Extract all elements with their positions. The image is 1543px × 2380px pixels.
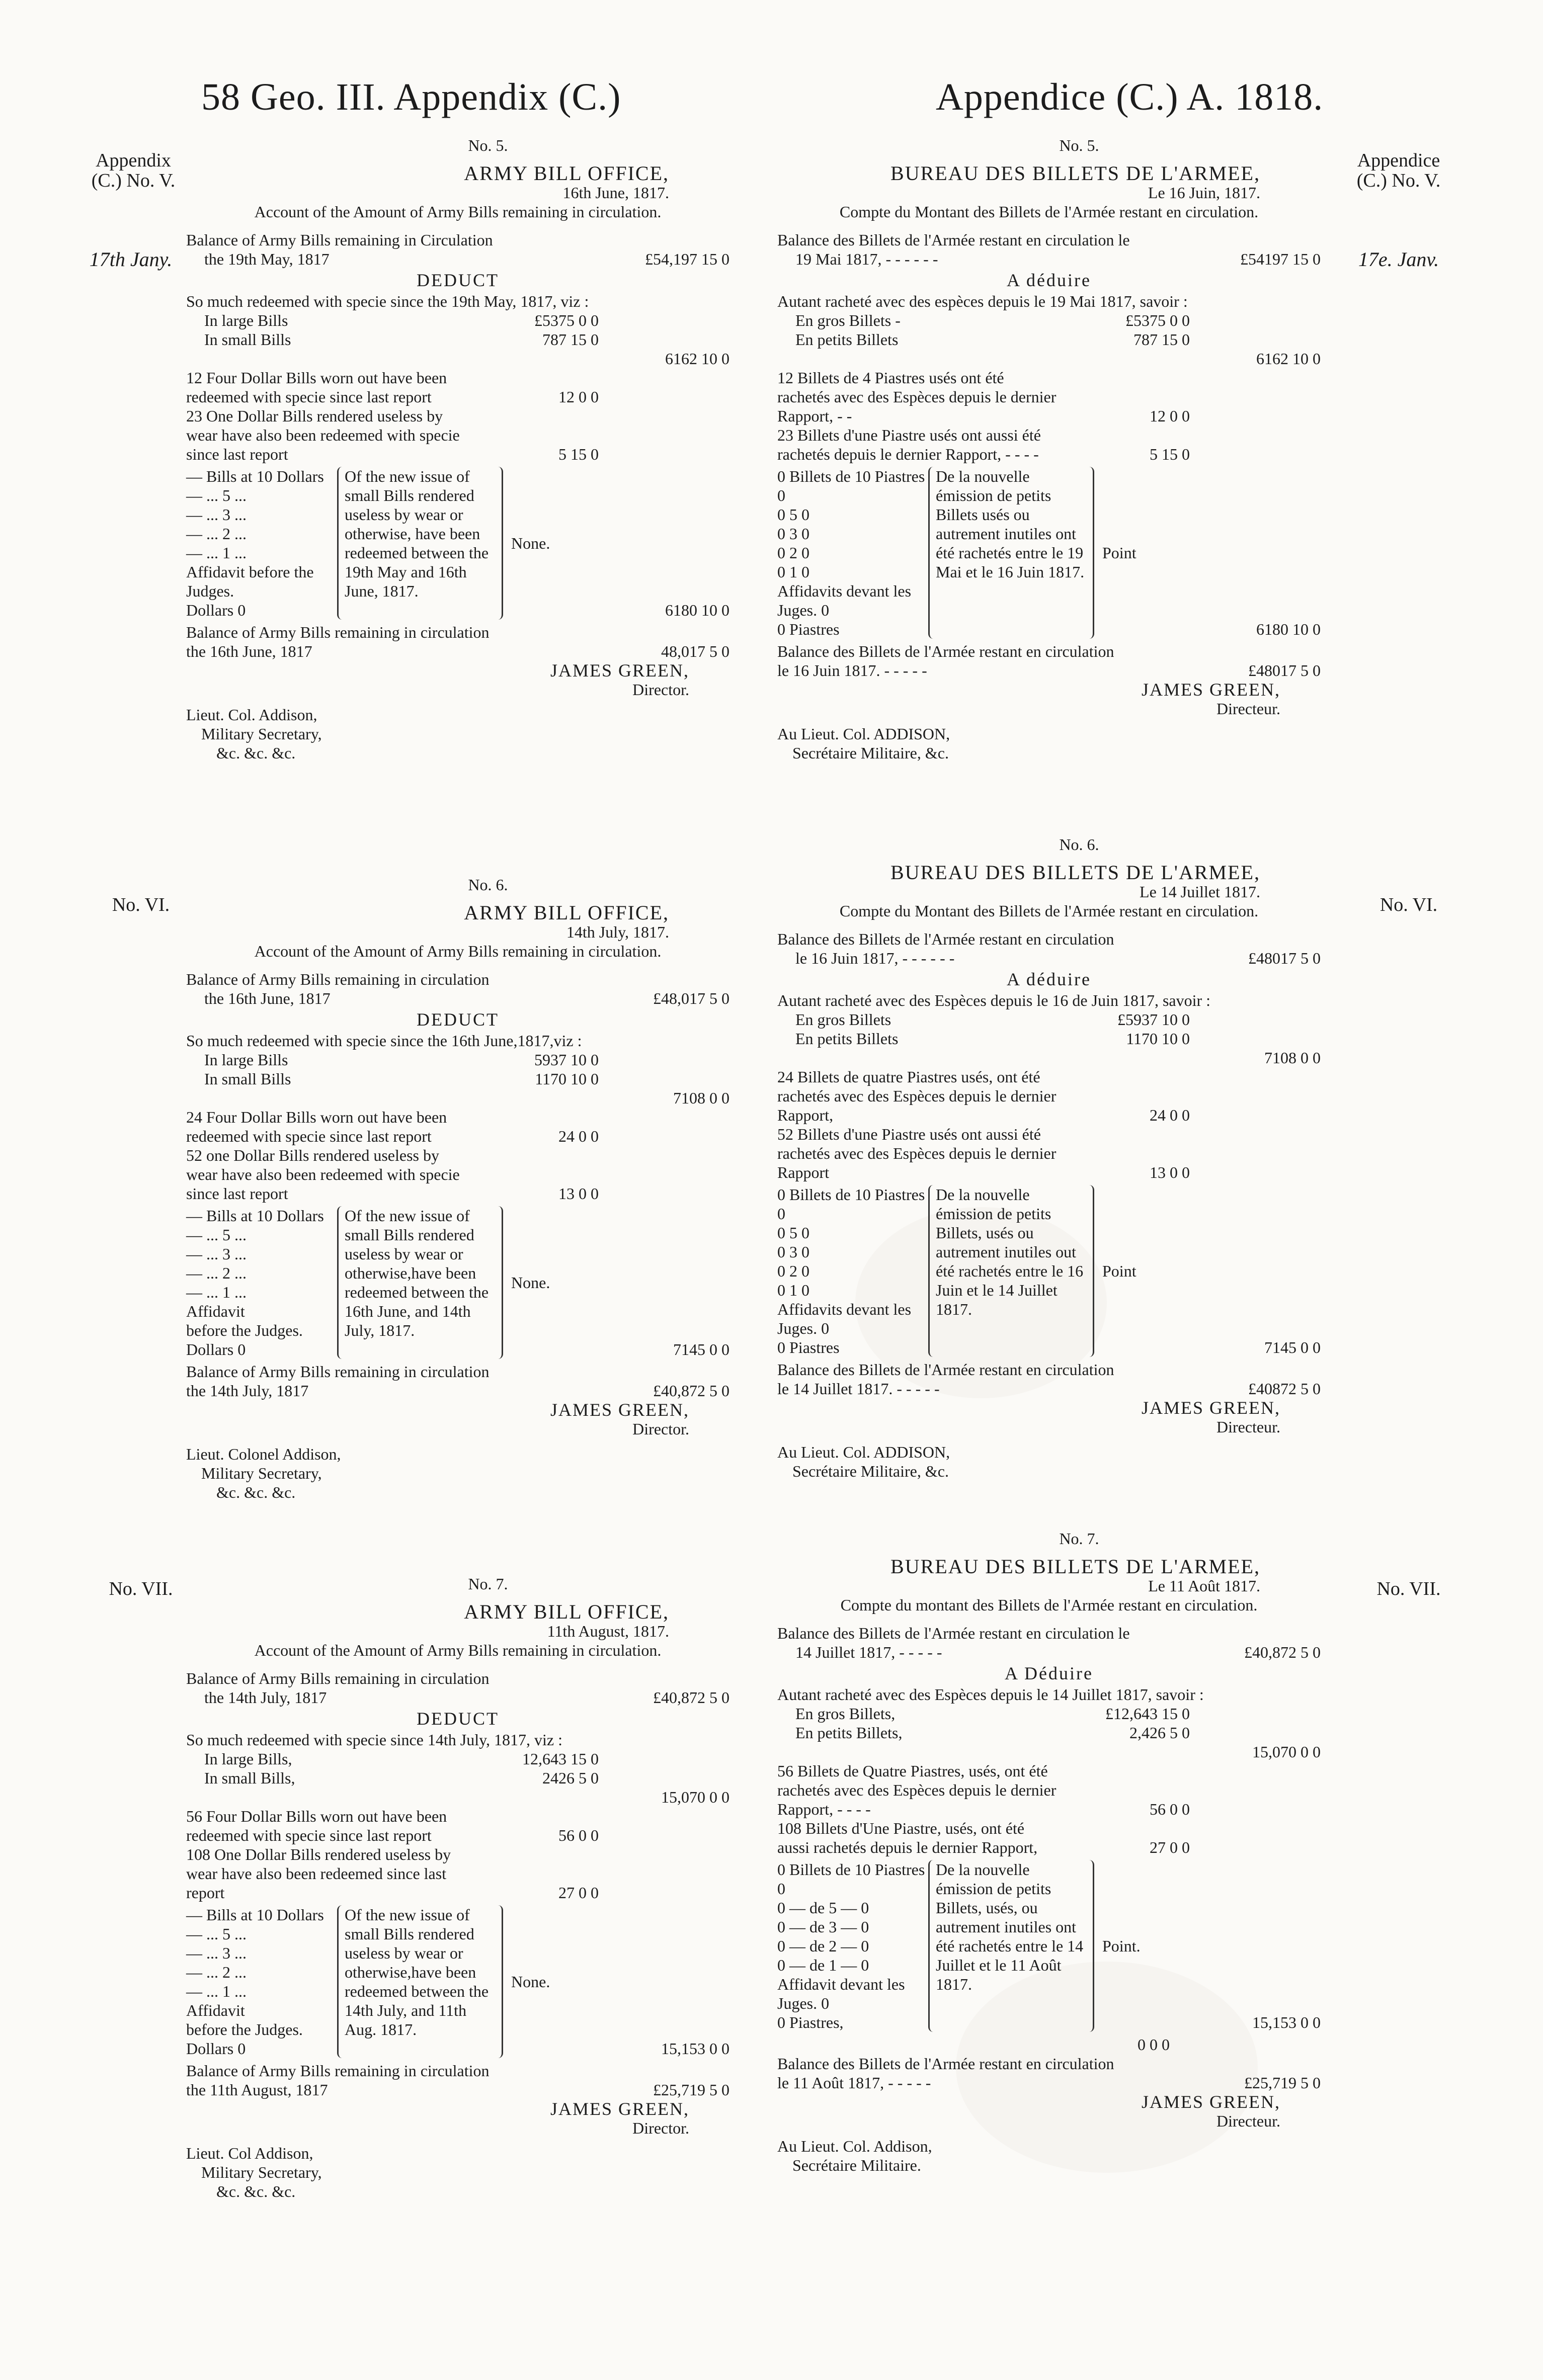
redeemed-text: So much redeemed with specie since the 19th May, 1817, viz : xyxy=(186,292,589,310)
four-dollar-row xyxy=(186,1108,729,1146)
small-bills-row xyxy=(777,330,1321,349)
small-bills-amount: 787 15 0 xyxy=(542,330,599,349)
total-amount: 6180 10 0 xyxy=(1256,620,1321,638)
account-no5-en xyxy=(186,136,729,762)
subtotal-amount: 6162 10 0 xyxy=(665,350,729,368)
addressee-line: Lieut. Col Addison, xyxy=(186,2144,313,2162)
account-title: Compte du Montant des Billets de l'Armée restant en circulation. xyxy=(839,902,1259,920)
balance-row xyxy=(186,989,729,1008)
account-title: Account of the Amount of Army Bills remaining in circulation. xyxy=(254,203,662,221)
balance-amount: £54197 15 0 xyxy=(1240,250,1321,268)
total-amount: 7145 0 0 xyxy=(673,1340,729,1358)
bills-note: Of the new issue of small Bills rendered useless by wear or otherwise,have been redeemed between the 16th June, and 14th July, 1817. xyxy=(337,1206,503,1359)
small-bills-label: En petits Billets xyxy=(795,330,899,349)
four-dollar-text: 56 Billets de Quatre Piastres, usés, ont été rachetés avec des Espèces depuis le dernier Rapport, - - - - xyxy=(777,1762,1057,1818)
bills-result: None. xyxy=(511,1973,550,1991)
small-bills-amount: 1170 10 0 xyxy=(1126,1030,1190,1048)
bills-list-item: 0 Billets de 10 Piastres 0 xyxy=(777,1860,925,1898)
subtotal-row xyxy=(186,349,729,368)
large-bills-label: En gros Billets - xyxy=(795,311,901,329)
balance-date: the 19th May, 1817 xyxy=(204,250,330,268)
small-bills-label: En petits Billets, xyxy=(795,1724,903,1742)
account-no7-fr xyxy=(777,1529,1321,2175)
bills-list-item: 0 — de 2 — 0 xyxy=(777,1937,869,1955)
bills-list-item: — ... 1 ... xyxy=(186,1982,247,2000)
small-bills-row xyxy=(777,1029,1321,1048)
section-number: No. 6. xyxy=(468,876,508,894)
subtotal-amount: 15,070 0 0 xyxy=(661,1788,729,1806)
account-title: Account of the Amount of Army Bills remaining in circulation. xyxy=(254,1641,662,1659)
addressee-block xyxy=(186,705,729,762)
bills-zero-total: 0 0 0 xyxy=(1138,2035,1170,2054)
remaining-label: Balance of Army Bills remaining in circulation xyxy=(186,623,490,641)
signature-title: Director. xyxy=(632,681,689,699)
section-date: Le 16 Juin, 1817. xyxy=(1148,184,1260,202)
total-amount: 7145 0 0 xyxy=(1264,1338,1321,1356)
signature-name: JAMES GREEN, xyxy=(550,2099,689,2119)
deduct-heading: DEDUCT xyxy=(417,270,499,290)
section-date: 11th August, 1817. xyxy=(547,1622,669,1640)
bills-list-item: — ... 3 ... xyxy=(186,505,247,524)
four-dollar-amount: 56 0 0 xyxy=(558,1826,599,1844)
bills-list-item: 0 — de 1 — 0 xyxy=(777,1956,869,1974)
bills-list-item: 0 Piastres xyxy=(777,620,840,638)
one-dollar-text: 52 one Dollar Bills rendered useless by wear have also been redeemed with specie since last report xyxy=(186,1146,460,1203)
office-heading: BUREAU DES BILLETS DE L'ARMEE, xyxy=(890,861,1260,884)
bills-list-item: 0 3 0 xyxy=(777,1243,809,1261)
small-bills-label: En petits Billets xyxy=(795,1030,899,1048)
one-dollar-row xyxy=(777,1819,1321,1857)
one-dollar-text: 52 Billets d'une Piastre usés ont aussi été rachetés avec des Espèces depuis le dernier Rapport xyxy=(777,1125,1057,1181)
account-no7-en xyxy=(186,1574,729,2201)
remaining-amount: £25,719 5 0 xyxy=(653,2081,729,2099)
four-dollar-row xyxy=(777,1067,1321,1125)
bills-list-item: — ... 5 ... xyxy=(186,1925,247,1943)
total-amount: 6180 10 0 xyxy=(665,601,729,619)
deduct-heading: A déduire xyxy=(1007,270,1091,290)
subtotal-row xyxy=(777,1742,1321,1761)
small-bills-row xyxy=(186,330,729,349)
bills-list-item: 0 Piastres, xyxy=(777,2013,844,2031)
balance-row xyxy=(777,949,1321,968)
signature-name: JAMES GREEN, xyxy=(550,1400,689,1420)
section-date: 16th June, 1817. xyxy=(562,184,669,202)
balance-amount: £40,872 5 0 xyxy=(653,1688,729,1707)
small-bills-amount: 1170 10 0 xyxy=(535,1070,599,1088)
section-number: No. 5. xyxy=(468,136,508,154)
addressee-block xyxy=(777,1442,1321,1481)
deduct-heading: DEDUCT xyxy=(417,1709,499,1729)
remaining-amount: 48,017 5 0 xyxy=(661,642,729,660)
bills-list-item: 0 5 0 xyxy=(777,1224,809,1242)
balance-date: the 14th July, 1817 xyxy=(204,1688,327,1707)
signature-title: Directeur. xyxy=(1216,2112,1280,2130)
bills-list-item: 0 1 0 xyxy=(777,1281,809,1299)
addressee-block xyxy=(777,724,1321,762)
section-number: No. 7. xyxy=(468,1575,508,1593)
remaining-date: the 14th July, 1817 xyxy=(186,1382,309,1400)
balance-row xyxy=(777,1643,1321,1662)
four-dollar-text: 12 Billets de 4 Piastres usés ont été rachetés avec des Espèces depuis le dernier Rapport, - - xyxy=(777,369,1057,425)
large-bills-label: In large Bills xyxy=(204,1051,288,1069)
large-bills-row xyxy=(186,311,729,330)
addressee-line: &c. &c. &c. xyxy=(216,1483,296,1501)
balance-amount: £40,872 5 0 xyxy=(1244,1643,1321,1661)
one-dollar-amount: 13 0 0 xyxy=(558,1184,599,1203)
margin-appendix-left: Appendix (C.) No. V. xyxy=(91,150,176,191)
section-number: No. 5. xyxy=(1059,136,1099,154)
small-bills-amount: 2,426 5 0 xyxy=(1129,1724,1190,1742)
bills-list xyxy=(777,1185,928,1357)
bills-list-item: 0 Billets de 10 Piastres 0 xyxy=(777,1185,925,1223)
redeemed-text: So much redeemed with specie since the 16th June,1817,viz : xyxy=(186,1032,582,1050)
remaining-label: Balance of Army Bills remaining in circulation xyxy=(186,2062,490,2080)
account-no5-fr xyxy=(777,136,1321,762)
four-dollar-text: 56 Four Dollar Bills worn out have been redeemed with specie since last report xyxy=(186,1807,447,1844)
bills-result: None. xyxy=(511,1273,550,1292)
addressee-block xyxy=(777,2137,1321,2175)
remaining-date: le 14 Juillet 1817. - - - - - xyxy=(777,1380,940,1398)
small-bills-label: In small Bills, xyxy=(204,1769,295,1787)
margin-no7-left: No. VII. xyxy=(109,1578,173,1599)
bills-list-item: Affidavit xyxy=(186,2001,245,2019)
bills-list-item: Affidavit before the xyxy=(186,563,314,581)
bills-list-item: — ... 5 ... xyxy=(186,486,247,504)
bills-note: De la nouvelle émission de petits Billets usés ou autrement inutiles ont été rachetés entre le 19 Mai et le 16 Juin 1817. xyxy=(928,467,1094,639)
bills-result: Point xyxy=(1102,544,1136,562)
one-dollar-amount: 27 0 0 xyxy=(1150,1838,1190,1856)
balance-label: Balance des Billets de l'Armée restant en circulation xyxy=(777,930,1114,948)
addressee-line: Au Lieut. Col. ADDISON, xyxy=(777,1443,950,1461)
office-heading: ARMY BILL OFFICE, xyxy=(464,901,669,924)
addressee-line: Secrétaire Militaire, &c. xyxy=(792,744,949,762)
four-dollar-row xyxy=(186,368,729,406)
office-heading: ARMY BILL OFFICE, xyxy=(464,1600,669,1623)
four-dollar-row xyxy=(777,368,1321,426)
remaining-row xyxy=(777,661,1321,680)
small-bills-table xyxy=(186,1905,729,2058)
large-bills-amount: £12,643 15 0 xyxy=(1105,1705,1190,1723)
bills-list-item: 0 Piastres xyxy=(777,1338,840,1356)
bills-list xyxy=(186,467,337,620)
balance-amount: £48,017 5 0 xyxy=(653,989,729,1007)
four-dollar-row xyxy=(186,1807,729,1845)
small-bills-label: In small Bills xyxy=(204,330,291,349)
bills-list xyxy=(777,1860,928,2032)
small-bills-amount: 2426 5 0 xyxy=(542,1769,599,1787)
remaining-label: Balance des Billets de l'Armée restant en circulation xyxy=(777,642,1114,660)
bills-result: Point. xyxy=(1102,1937,1141,1955)
subtotal-row xyxy=(186,1088,729,1108)
section-number: No. 7. xyxy=(1059,1529,1099,1548)
small-bills-table xyxy=(777,1860,1321,2032)
four-dollar-row xyxy=(777,1761,1321,1819)
balance-row xyxy=(186,1688,729,1707)
office-heading: ARMY BILL OFFICE, xyxy=(464,162,669,185)
account-no6-en xyxy=(186,875,729,1502)
remaining-label: Balance of Army Bills remaining in circulation xyxy=(186,1363,490,1381)
subtotal-amount: 7108 0 0 xyxy=(673,1089,729,1107)
section-date: Le 14 Juillet 1817. xyxy=(1140,883,1260,901)
bills-list-item: 0 5 0 xyxy=(777,505,809,524)
bills-note: De la nouvelle émission de petits Billets, usés ou autrement inutiles out été rachetés entre le 16 Juin et le 14 Juillet 1817. xyxy=(928,1185,1094,1357)
bills-list-item: — ... 1 ... xyxy=(186,544,247,562)
one-dollar-text: 108 Billets d'Une Piastre, usés, ont été aussi rachetés depuis le dernier Rapport, xyxy=(777,1819,1038,1856)
one-dollar-row xyxy=(186,1845,729,1902)
one-dollar-text: 108 One Dollar Bills rendered useless by wear have also been redeemed since last report xyxy=(186,1845,451,1902)
small-bills-label: In small Bills xyxy=(204,1070,291,1088)
small-bills-table xyxy=(186,1206,729,1359)
addressee-line: &c. &c. &c. xyxy=(216,744,296,762)
bills-list-item: Juges. 0 xyxy=(777,601,830,619)
bills-list-item: Judges. xyxy=(186,582,234,600)
large-bills-amount: £5375 0 0 xyxy=(1125,311,1190,329)
bills-list-item: Juges. 0 xyxy=(777,1994,830,2012)
four-dollar-amount: 12 0 0 xyxy=(1150,407,1190,425)
account-title: Compte du Montant des Billets de l'Armée restant en circulation. xyxy=(839,203,1259,221)
signature-title: Directeur. xyxy=(1216,700,1280,718)
one-dollar-amount: 13 0 0 xyxy=(1150,1163,1190,1181)
large-bills-amount: 12,643 15 0 xyxy=(522,1750,599,1768)
balance-amount: £54,197 15 0 xyxy=(645,250,729,268)
bills-list-item: — Bills at 10 Dollars xyxy=(186,467,324,485)
large-bills-row xyxy=(777,1704,1321,1723)
bills-list-item: Affidavit xyxy=(186,1302,245,1320)
bills-list-item: Affidavit devant les xyxy=(777,1975,905,1993)
small-bills-table xyxy=(777,1185,1321,1357)
signature-name: JAMES GREEN, xyxy=(550,660,689,681)
large-bills-amount: 5937 10 0 xyxy=(534,1051,599,1069)
addressee-line: Lieut. Colonel Addison, xyxy=(186,1445,341,1463)
bills-list-item: Dollars 0 xyxy=(186,1340,246,1358)
four-dollar-text: 24 Billets de quatre Piastres usés, ont été rachetés avec des Espèces depuis le dernier Rapport, xyxy=(777,1068,1057,1124)
bills-list-item: before the Judges. xyxy=(186,2020,303,2038)
bills-list-item: Dollars 0 xyxy=(186,601,246,619)
balance-date: the 16th June, 1817 xyxy=(204,989,331,1007)
four-dollar-amount: 24 0 0 xyxy=(558,1127,599,1145)
addressee-line: Au Lieut. Col. Addison, xyxy=(777,2137,932,2155)
account-title: Account of the Amount of Army Bills remaining in circulation. xyxy=(254,942,662,960)
bills-list-item: Juges. 0 xyxy=(777,1319,830,1337)
one-dollar-amount: 27 0 0 xyxy=(558,1884,599,1902)
four-dollar-amount: 56 0 0 xyxy=(1150,1800,1190,1818)
small-bills-amount: 787 15 0 xyxy=(1133,330,1190,349)
remaining-row xyxy=(186,1381,729,1400)
balance-date: 19 Mai 1817, - - - - - - xyxy=(795,250,938,268)
subtotal-amount: 6162 10 0 xyxy=(1256,350,1321,368)
balance-label: Balance des Billets de l'Armée restant en circulation le xyxy=(777,231,1130,249)
four-dollar-amount: 12 0 0 xyxy=(558,388,599,406)
remaining-date: the 11th August, 1817 xyxy=(186,2081,328,2099)
remaining-date: le 11 Août 1817, - - - - - xyxy=(777,2074,931,2092)
bills-list-item: Affidavits devant les xyxy=(777,1300,912,1318)
signature-name: JAMES GREEN, xyxy=(1141,679,1280,700)
remaining-amount: £48017 5 0 xyxy=(1248,661,1321,679)
running-header-left: 58 Geo. III. Appendix (C.) xyxy=(201,76,621,118)
bills-note: Of the new issue of small Bills rendered useless by wear or otherwise,have been redeemed between the 14th July, and 11th Aug. 1817. xyxy=(337,1905,503,2058)
bills-note: De la nouvelle émission de petits Billets, usés, ou autrement inutiles ont été rachetés entre le 14 Juillet et le 11 Août 1817. xyxy=(928,1860,1094,2032)
margin-appendice-right: Appendice (C.) No. V. xyxy=(1356,150,1441,191)
balance-label: Balance of Army Bills remaining in Circulation xyxy=(186,231,493,249)
balance-date: 14 Juillet 1817, - - - - - xyxy=(795,1643,942,1661)
large-bills-row xyxy=(186,1749,729,1768)
remaining-row xyxy=(777,2073,1321,2092)
signature-name: JAMES GREEN, xyxy=(1141,2092,1280,2112)
balance-label: Balance des Billets de l'Armée restant en circulation le xyxy=(777,1624,1130,1642)
balance-amount: £48017 5 0 xyxy=(1248,949,1321,967)
bills-list-item: Affidavits devant les xyxy=(777,582,912,600)
subtotal-amount: 7108 0 0 xyxy=(1264,1049,1321,1067)
margin-date-left: 17th Jany. xyxy=(89,248,173,271)
bills-list-item: 0 — de 3 — 0 xyxy=(777,1918,869,1936)
signature-name: JAMES GREEN, xyxy=(1141,1398,1280,1418)
bills-list-item: — ... 2 ... xyxy=(186,1264,247,1282)
office-heading: BUREAU DES BILLETS DE L'ARMEE, xyxy=(890,1555,1260,1578)
margin-date-right: 17e. Janv. xyxy=(1358,248,1439,271)
bills-list-item: before the Judges. xyxy=(186,1321,303,1339)
one-dollar-text: 23 Billets d'une Piastre usés ont aussi été rachetés depuis le dernier Rapport, - - - - xyxy=(777,426,1041,463)
remaining-date: the 16th June, 1817 xyxy=(186,642,312,660)
bills-list xyxy=(777,467,928,639)
balance-row xyxy=(186,249,729,269)
bills-list-item: — ... 2 ... xyxy=(186,1963,247,1981)
redeemed-text: Autant racheté avec des Espèces depuis le 14 Juillet 1817, savoir : xyxy=(777,1685,1204,1704)
four-dollar-text: 24 Four Dollar Bills worn out have been redeemed with specie since last report xyxy=(186,1108,447,1145)
addressee-line: Secrétaire Militaire. xyxy=(792,2156,921,2174)
small-bills-row xyxy=(186,1768,729,1788)
bills-list xyxy=(186,1905,337,2058)
addressee-block xyxy=(186,2144,729,2201)
redeemed-text: Autant racheté avec des Espèces depuis le 16 de Juin 1817, savoir : xyxy=(777,991,1211,1009)
four-dollar-amount: 24 0 0 xyxy=(1150,1106,1190,1124)
balance-row xyxy=(777,249,1321,269)
subtotal-row xyxy=(777,349,1321,368)
one-dollar-amount: 5 15 0 xyxy=(558,445,599,463)
total-amount: 15,153 0 0 xyxy=(661,2039,729,2058)
bills-list-item: 0 Billets de 10 Piastres 0 xyxy=(777,467,925,504)
small-bills-table xyxy=(186,467,729,620)
addressee-line: Secrétaire Militaire, &c. xyxy=(792,1462,949,1480)
large-bills-label: In large Bills, xyxy=(204,1750,292,1768)
addressee-block xyxy=(186,1444,729,1502)
remaining-row xyxy=(777,1379,1321,1398)
one-dollar-row xyxy=(777,1125,1321,1182)
deduct-heading: A Déduire xyxy=(1005,1663,1093,1683)
bills-list-item: — ... 3 ... xyxy=(186,1245,247,1263)
subtotal-amount: 15,070 0 0 xyxy=(1252,1743,1321,1761)
office-heading: BUREAU DES BILLETS DE L'ARMEE, xyxy=(890,162,1260,185)
redeemed-text: Autant racheté avec des espèces depuis le 19 Mai 1817, savoir : xyxy=(777,292,1188,310)
small-bills-row xyxy=(777,1723,1321,1742)
running-header-right: Appendice (C.) A. 1818. xyxy=(936,76,1324,118)
margin-no6-right: No. VI. xyxy=(1379,894,1438,915)
small-bills-table xyxy=(777,467,1321,639)
one-dollar-amount: 5 15 0 xyxy=(1150,445,1190,463)
bills-list-item: 0 2 0 xyxy=(777,544,809,562)
margin-no6-left: No. VI. xyxy=(112,894,170,915)
addressee-line: Military Secretary, xyxy=(201,725,322,743)
balance-date: le 16 Juin 1817, - - - - - - xyxy=(795,949,955,967)
bills-list-item: — Bills at 10 Dollars xyxy=(186,1906,324,1924)
deduct-heading: DEDUCT xyxy=(417,1009,499,1030)
large-bills-row xyxy=(186,1050,729,1069)
remaining-row xyxy=(186,2080,729,2099)
bills-list-item: — Bills at 10 Dollars xyxy=(186,1207,324,1225)
remaining-date: le 16 Juin 1817. - - - - - xyxy=(777,661,927,679)
four-dollar-text: 12 Four Dollar Bills worn out have been redeemed with specie since last report xyxy=(186,369,447,406)
subtotal-row xyxy=(777,1048,1321,1067)
addressee-line: &c. &c. &c. xyxy=(216,2182,296,2200)
remaining-amount: £40872 5 0 xyxy=(1248,1380,1321,1398)
large-bills-label: En gros Billets, xyxy=(795,1705,896,1723)
remaining-row xyxy=(186,642,729,661)
section-date: Le 11 Août 1817. xyxy=(1148,1577,1260,1595)
bills-note: Of the new issue of small Bills rendered useless by wear or otherwise, have been redeemed between the 19th May and 16th June, 1817. xyxy=(337,467,503,620)
large-bills-row xyxy=(777,1010,1321,1029)
redeemed-text: So much redeemed with specie since 14th July, 1817, viz : xyxy=(186,1731,562,1749)
bills-list-item: — ... 2 ... xyxy=(186,525,247,543)
bills-list xyxy=(186,1206,337,1359)
margin-no7-right: No. VII. xyxy=(1376,1578,1441,1599)
large-bills-amount: £5375 0 0 xyxy=(534,311,599,329)
addressee-line: Military Secretary, xyxy=(201,2163,322,2181)
addressee-line: Military Secretary, xyxy=(201,1464,322,1482)
balance-label: Balance of Army Bills remaining in circulation xyxy=(186,970,490,988)
bills-list-item: 0 3 0 xyxy=(777,525,809,543)
bills-result: Point xyxy=(1102,1262,1136,1280)
one-dollar-text: 23 One Dollar Bills rendered useless by wear have also been redeemed with specie since last report xyxy=(186,407,460,463)
bills-list-item: — ... 3 ... xyxy=(186,1944,247,1962)
one-dollar-row xyxy=(186,1146,729,1203)
remaining-label: Balance des Billets de l'Armée restant en circulation xyxy=(777,1361,1114,1379)
one-dollar-row xyxy=(186,406,729,464)
remaining-amount: £40,872 5 0 xyxy=(653,1382,729,1400)
bills-list-item: 0 — de 5 — 0 xyxy=(777,1899,869,1917)
deduct-heading: A déduire xyxy=(1007,969,1091,989)
bills-list-item: 0 1 0 xyxy=(777,563,809,581)
one-dollar-row xyxy=(777,426,1321,464)
large-bills-row xyxy=(777,311,1321,330)
remaining-amount: £25,719 5 0 xyxy=(1244,2074,1321,2092)
signature-title: Director. xyxy=(632,2119,689,2137)
signature-title: Director. xyxy=(632,1420,689,1438)
remaining-label: Balance des Billets de l'Armée restant en circulation xyxy=(777,2055,1114,2073)
balance-label: Balance of Army Bills remaining in circulation xyxy=(186,1669,490,1687)
account-no6-fr xyxy=(777,835,1321,1481)
addressee-line: Lieut. Col. Addison, xyxy=(186,706,317,724)
addressee-line: Au Lieut. Col. ADDISON, xyxy=(777,725,950,743)
bills-list-item: Dollars 0 xyxy=(186,2039,246,2058)
signature-title: Directeur. xyxy=(1216,1418,1280,1436)
bills-list-item: 0 2 0 xyxy=(777,1262,809,1280)
large-bills-label: In large Bills xyxy=(204,311,288,329)
account-title: Compte du montant des Billets de l'Armée restant en circulation. xyxy=(840,1596,1258,1614)
large-bills-amount: £5937 10 0 xyxy=(1117,1010,1190,1029)
large-bills-label: En gros Billets xyxy=(795,1010,891,1029)
bills-list-item: — ... 1 ... xyxy=(186,1283,247,1301)
total-amount: 15,153 0 0 xyxy=(1252,2013,1321,2031)
small-bills-row xyxy=(186,1069,729,1088)
section-date: 14th July, 1817. xyxy=(566,923,669,941)
bills-list-item: — ... 5 ... xyxy=(186,1226,247,1244)
subtotal-row xyxy=(186,1788,729,1807)
bills-result: None. xyxy=(511,534,550,552)
section-number: No. 6. xyxy=(1059,835,1099,854)
